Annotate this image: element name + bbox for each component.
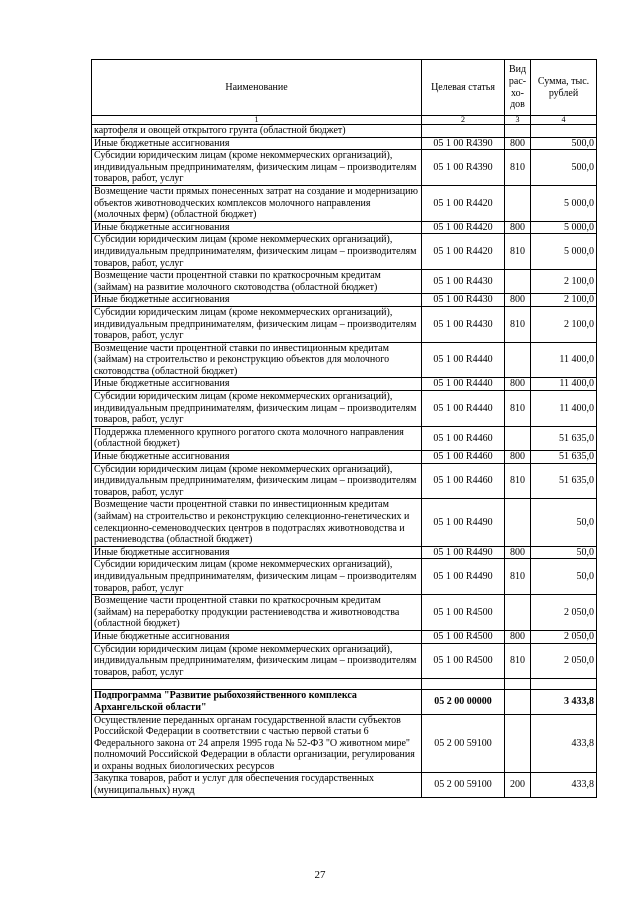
- row-sum-cell: 50,0: [531, 499, 597, 546]
- row-name-cell: Субсидии юридическим лицам (кроме некоммерческих организаций), индивидуальным предпринимателям, физическим лицам – производителям товаров, работ, услуг: [92, 234, 422, 270]
- row-code-cell: 05 2 00 59100: [422, 714, 505, 773]
- row-vid-cell: [505, 426, 531, 450]
- row-name-cell: Возмещение части прямых понесенных затрат на создание и модернизацию объектов животноводческих комплексов молочного направления (молочных ферм) (областной бюджет): [92, 185, 422, 221]
- row-code-cell: 05 1 00 R4420: [422, 185, 505, 221]
- table-row: [92, 137, 597, 150]
- row-code-cell: 05 1 00 R4500: [422, 643, 505, 679]
- page-number: 27: [314, 869, 326, 881]
- row-sum-cell: 433,8: [531, 714, 597, 773]
- row-code-cell: 05 1 00 R4440: [422, 342, 505, 378]
- row-name-cell: Иные бюджетные ассигнования: [92, 221, 422, 234]
- header-code: Целевая статья: [422, 60, 505, 116]
- row-sum-cell: [531, 679, 597, 690]
- row-code-cell: 05 1 00 R4440: [422, 378, 505, 391]
- header-vid: Вид рас-хо-дов: [505, 60, 531, 116]
- row-vid-cell: [505, 342, 531, 378]
- row-vid-cell: 810: [505, 234, 531, 270]
- row-code-cell: 05 1 00 R4490: [422, 546, 505, 559]
- table-row: [92, 306, 597, 342]
- row-sum-cell: 51 635,0: [531, 451, 597, 464]
- header-row: [92, 60, 597, 116]
- row-vid-cell: 810: [505, 150, 531, 186]
- table-row: [92, 185, 597, 221]
- row-vid-cell: [505, 499, 531, 546]
- row-code-cell: 05 1 00 R4460: [422, 463, 505, 499]
- budget-table: [91, 59, 597, 798]
- row-vid-cell: 800: [505, 378, 531, 391]
- table-row: [92, 391, 597, 427]
- header-sum: Сумма, тыс. рублей: [531, 60, 597, 116]
- row-code-cell: 05 1 00 R4430: [422, 270, 505, 294]
- row-sum-cell: 2 100,0: [531, 306, 597, 342]
- row-code-cell: [422, 679, 505, 690]
- column-number: 4: [531, 116, 597, 125]
- row-sum-cell: 500,0: [531, 137, 597, 150]
- row-vid-cell: 810: [505, 463, 531, 499]
- row-name-cell: Иные бюджетные ассигнования: [92, 137, 422, 150]
- row-vid-cell: 810: [505, 391, 531, 427]
- row-vid-cell: 200: [505, 773, 531, 797]
- row-vid-cell: [505, 690, 531, 714]
- row-code-cell: 05 1 00 R4390: [422, 150, 505, 186]
- table-row: [92, 426, 597, 450]
- table-row: [92, 679, 597, 690]
- column-number: 3: [505, 116, 531, 125]
- row-sum-cell: 2 050,0: [531, 643, 597, 679]
- row-code-cell: 05 1 00 R4460: [422, 426, 505, 450]
- row-code-cell: 05 2 00 59100: [422, 773, 505, 797]
- row-code-cell: 05 1 00 R4500: [422, 630, 505, 643]
- row-name-cell: Иные бюджетные ассигнования: [92, 630, 422, 643]
- row-vid-cell: 810: [505, 559, 531, 595]
- row-vid-cell: 810: [505, 643, 531, 679]
- column-number-row: [92, 116, 597, 125]
- row-name-cell: картофеля и овощей открытого грунта (областной бюджет): [92, 125, 422, 138]
- row-name-cell: Подпрограмма "Развитие рыбохозяйственного комплекса Архангельской области": [92, 690, 422, 714]
- row-sum-cell: 51 635,0: [531, 463, 597, 499]
- row-name-cell: Закупка товаров, работ и услуг для обеспечения государственных (муниципальных) нужд: [92, 773, 422, 797]
- row-sum-cell: 3 433,8: [531, 690, 597, 714]
- row-vid-cell: 800: [505, 221, 531, 234]
- table-row: [92, 559, 597, 595]
- row-name-cell: Иные бюджетные ассигнования: [92, 546, 422, 559]
- row-sum-cell: 2 050,0: [531, 595, 597, 631]
- row-sum-cell: 2 100,0: [531, 294, 597, 307]
- row-vid-cell: [505, 125, 531, 138]
- table-row: [92, 499, 597, 546]
- row-name-cell: Субсидии юридическим лицам (кроме некоммерческих организаций), индивидуальным предпринимателям, физическим лицам – производителям товаров, работ, услуг: [92, 391, 422, 427]
- table-row: [92, 150, 597, 186]
- header-name: Наименование: [92, 60, 422, 116]
- table-row: [92, 378, 597, 391]
- table-row: [92, 546, 597, 559]
- row-sum-cell: 5 000,0: [531, 234, 597, 270]
- row-sum-cell: 50,0: [531, 559, 597, 595]
- row-code-cell: 05 1 00 R4390: [422, 137, 505, 150]
- row-code-cell: 05 1 00 R4420: [422, 234, 505, 270]
- row-sum-cell: 2 050,0: [531, 630, 597, 643]
- row-sum-cell: 50,0: [531, 546, 597, 559]
- row-sum-cell: 5 000,0: [531, 185, 597, 221]
- row-sum-cell: 11 400,0: [531, 391, 597, 427]
- table-row: [92, 643, 597, 679]
- table-row: [92, 773, 597, 797]
- row-sum-cell: 500,0: [531, 150, 597, 186]
- row-sum-cell: [531, 125, 597, 138]
- row-vid-cell: [505, 714, 531, 773]
- row-sum-cell: 5 000,0: [531, 221, 597, 234]
- row-vid-cell: [505, 185, 531, 221]
- row-code-cell: 05 1 00 R4490: [422, 559, 505, 595]
- row-vid-cell: 800: [505, 546, 531, 559]
- table-row: [92, 690, 597, 714]
- row-name-cell: Иные бюджетные ассигнования: [92, 451, 422, 464]
- table-row: [92, 463, 597, 499]
- row-code-cell: 05 1 00 R4420: [422, 221, 505, 234]
- row-vid-cell: 800: [505, 137, 531, 150]
- row-vid-cell: 800: [505, 451, 531, 464]
- row-sum-cell: 11 400,0: [531, 342, 597, 378]
- row-code-cell: 05 1 00 R4490: [422, 499, 505, 546]
- row-vid-cell: [505, 679, 531, 690]
- table-row: [92, 221, 597, 234]
- row-name-cell: Возмещение части процентной ставки по инвестиционным кредитам (займам) на строительство и реконструкцию объектов для молочного скотоводства (областной бюджет): [92, 342, 422, 378]
- row-name-cell: Субсидии юридическим лицам (кроме некоммерческих организаций), индивидуальным предпринимателям, физическим лицам – производителям товаров, работ, услуг: [92, 150, 422, 186]
- row-name-cell: Иные бюджетные ассигнования: [92, 294, 422, 307]
- row-name-cell: [92, 679, 422, 690]
- table-row: [92, 234, 597, 270]
- row-name-cell: Осуществление переданных органам государственной власти субъектов Российской Федерации в соответствии с частью первой статьи 6 Федерального закона от 24 апреля 1995 года № 52-ФЗ "О животном мире" полномочий Российской Федерации в области организации, регулирования и охраны водных биологических ресурсов: [92, 714, 422, 773]
- row-vid-cell: [505, 270, 531, 294]
- row-name-cell: Поддержка племенного крупного рогатого скота молочного направления (областной бюджет): [92, 426, 422, 450]
- row-name-cell: Субсидии юридическим лицам (кроме некоммерческих организаций), индивидуальным предпринимателям, физическим лицам – производителям товаров, работ, услуг: [92, 559, 422, 595]
- row-name-cell: Субсидии юридическим лицам (кроме некоммерческих организаций), индивидуальным предпринимателям, физическим лицам – производителям товаров, работ, услуг: [92, 463, 422, 499]
- row-code-cell: 05 1 00 R4500: [422, 595, 505, 631]
- row-sum-cell: 11 400,0: [531, 378, 597, 391]
- column-number: 2: [422, 116, 505, 125]
- column-number: 1: [92, 116, 422, 125]
- table-row: [92, 270, 597, 294]
- row-name-cell: Субсидии юридическим лицам (кроме некоммерческих организаций), индивидуальным предпринимателям, физическим лицам – производителям товаров, работ, услуг: [92, 306, 422, 342]
- row-vid-cell: 800: [505, 630, 531, 643]
- row-name-cell: Субсидии юридическим лицам (кроме некоммерческих организаций), индивидуальным предпринимателям, физическим лицам – производителям товаров, работ, услуг: [92, 643, 422, 679]
- row-vid-cell: [505, 595, 531, 631]
- table-row: [92, 125, 597, 138]
- row-code-cell: 05 1 00 R4460: [422, 451, 505, 464]
- row-name-cell: Возмещение части процентной ставки по краткосрочным кредитам (займам) на развитие молочного скотоводства (областной бюджет): [92, 270, 422, 294]
- table-row: [92, 714, 597, 773]
- table-body: [92, 125, 597, 798]
- table-row: [92, 451, 597, 464]
- row-vid-cell: 800: [505, 294, 531, 307]
- row-vid-cell: 810: [505, 306, 531, 342]
- row-name-cell: Возмещение части процентной ставки по краткосрочным кредитам (займам) на переработку продукции растениеводства и животноводства (областной бюджет): [92, 595, 422, 631]
- row-name-cell: Возмещение части процентной ставки по инвестиционным кредитам (займам) на строительство и реконструкцию селекционно-генетических и селекционно-семеноводческих центров в подотраслях животноводства и растениеводства (областной бюджет): [92, 499, 422, 546]
- table-row: [92, 342, 597, 378]
- table-row: [92, 294, 597, 307]
- table-row: [92, 595, 597, 631]
- row-code-cell: 05 1 00 R4430: [422, 306, 505, 342]
- row-code-cell: 05 2 00 00000: [422, 690, 505, 714]
- row-sum-cell: 2 100,0: [531, 270, 597, 294]
- row-name-cell: Иные бюджетные ассигнования: [92, 378, 422, 391]
- row-code-cell: 05 1 00 R4440: [422, 391, 505, 427]
- row-sum-cell: 433,8: [531, 773, 597, 797]
- table-row: [92, 630, 597, 643]
- row-sum-cell: 51 635,0: [531, 426, 597, 450]
- row-code-cell: [422, 125, 505, 138]
- row-code-cell: 05 1 00 R4430: [422, 294, 505, 307]
